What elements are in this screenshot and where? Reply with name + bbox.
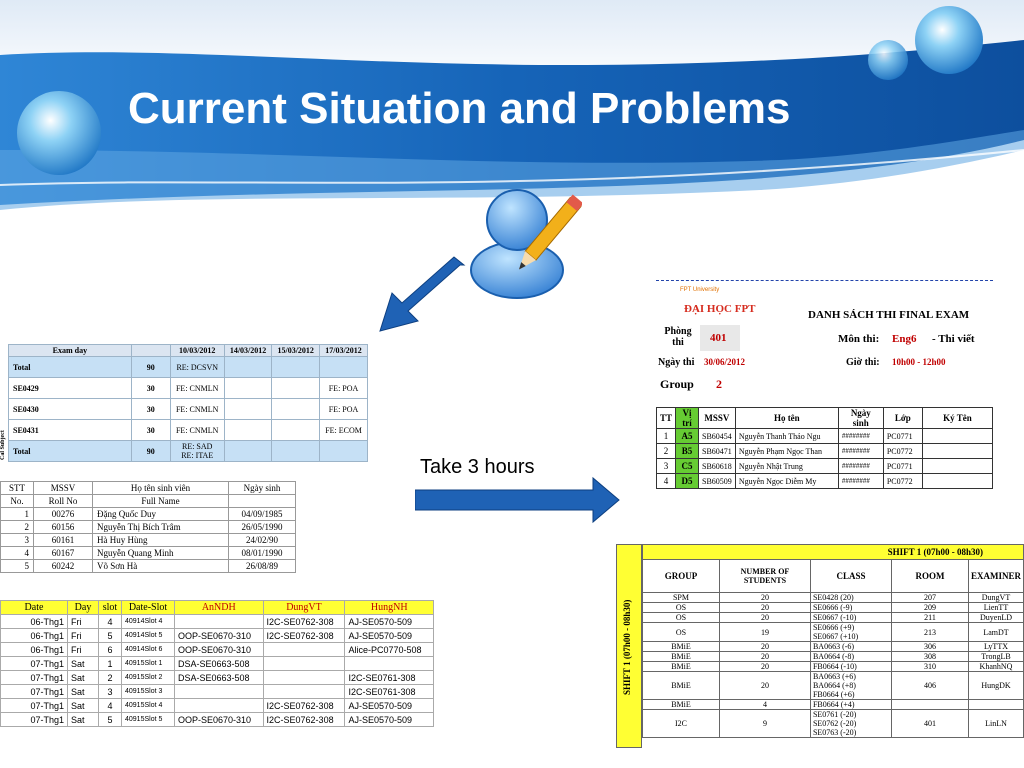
- bubble-right-large: [915, 6, 983, 74]
- cell: ########: [838, 459, 883, 474]
- table-row: [1, 671, 434, 685]
- code-cell: Total: [9, 357, 132, 378]
- cell: [345, 657, 434, 671]
- table-row: [1, 560, 296, 573]
- table-row: [643, 603, 1024, 613]
- cell: 1: [99, 657, 122, 671]
- header-cell: 14/03/2012: [224, 345, 272, 357]
- cell: 3: [99, 685, 122, 699]
- cell: 20: [719, 642, 810, 652]
- cell: 207: [891, 593, 968, 603]
- cell: 40914Slot 4: [122, 615, 175, 629]
- cell: 2: [99, 671, 122, 685]
- date-cell: [272, 357, 320, 378]
- cell: 20: [719, 672, 810, 700]
- table-row: [1, 643, 434, 657]
- subject-label: Môn thi:: [838, 333, 880, 345]
- bubble-right-small: [868, 40, 908, 80]
- table-header-row: [643, 560, 1024, 593]
- cell: FB0664 (-10): [810, 662, 891, 672]
- header-cell: Full Name: [93, 495, 229, 508]
- cell: 5: [1, 560, 34, 573]
- table-row: [643, 652, 1024, 662]
- cell: 07-Thg1: [1, 713, 68, 727]
- cell: 07-Thg1: [1, 657, 68, 671]
- table-row: [643, 593, 1024, 603]
- exam-day-table: [8, 344, 368, 462]
- arrow-down-left-icon: [372, 255, 472, 335]
- cell: BA0664 (-8): [810, 652, 891, 662]
- table-row: [657, 459, 993, 474]
- group-label: Group: [660, 377, 694, 391]
- header-cell: Day: [68, 601, 99, 615]
- cell: 24/02/90: [229, 534, 296, 547]
- cell: PC0772: [883, 444, 922, 459]
- date-cell: [272, 420, 320, 441]
- cell: Nguyễn Phạm Ngọc Than: [735, 444, 838, 459]
- table-header-row: [1, 482, 296, 495]
- code-cell: SE0430: [9, 399, 132, 420]
- cell: SE0666 (-9): [810, 603, 891, 613]
- cell: BMiE: [643, 700, 720, 710]
- cell: 00276: [34, 508, 93, 521]
- table-row: [643, 613, 1024, 623]
- header-cell: ROOM: [891, 560, 968, 593]
- cell: [922, 429, 992, 444]
- cell: 60167: [34, 547, 93, 560]
- cell: 60161: [34, 534, 93, 547]
- date-cell: FE: CNMLN: [170, 378, 224, 399]
- cell: [263, 657, 345, 671]
- cell: SB60471: [699, 444, 736, 459]
- header-cell: GROUP: [643, 560, 720, 593]
- cell: LyTTX: [968, 642, 1023, 652]
- cell: 6: [99, 643, 122, 657]
- header-cell: CLASS: [810, 560, 891, 593]
- header-cell: [131, 345, 170, 357]
- table-row: [9, 378, 368, 399]
- cell: [175, 685, 264, 699]
- table-row: [9, 441, 368, 462]
- table-row: [643, 642, 1024, 652]
- cell: SE0666 (+9) SE0667 (+10): [810, 623, 891, 642]
- arrow-right-icon: [415, 476, 621, 524]
- cell: Fri: [68, 643, 99, 657]
- header-cell: No.: [1, 495, 34, 508]
- table-row: [9, 357, 368, 378]
- table-row: [643, 710, 1024, 738]
- cell: BA0663 (-6): [810, 642, 891, 652]
- cell: 310: [891, 662, 968, 672]
- date-label: Ngày thi: [658, 357, 695, 368]
- time-value: 10h00 - 12h00: [892, 357, 946, 367]
- date-cell: [224, 399, 272, 420]
- header-cell: AnNDH: [175, 601, 264, 615]
- cell: B5: [676, 444, 699, 459]
- header-cell: Roll No: [34, 495, 93, 508]
- date-cell: [224, 441, 272, 462]
- cell: HungDK: [968, 672, 1023, 700]
- final-exam-sheet: [656, 280, 993, 507]
- cell: OS: [643, 613, 720, 623]
- cell: BMiE: [643, 662, 720, 672]
- fpt-logo-text: ĐẠI HỌC FPT: [684, 303, 756, 315]
- cell: ########: [838, 474, 883, 489]
- cell: 06-Thg1: [1, 615, 68, 629]
- cell: AJ-SE0570-509: [345, 629, 434, 643]
- table-row: [9, 399, 368, 420]
- header-cell: [229, 495, 296, 508]
- cell: 5: [99, 713, 122, 727]
- cell: 19: [719, 623, 810, 642]
- table-row: [1, 615, 434, 629]
- cell: 2: [1, 521, 34, 534]
- cell: TrongLB: [968, 652, 1023, 662]
- cell: Alice-PC0770-508: [345, 643, 434, 657]
- table-row: [1, 629, 434, 643]
- cell: Nguyễn Ngọc Diễm My: [735, 474, 838, 489]
- cell: OOP-SE0670-310: [175, 713, 264, 727]
- cell: 08/01/1990: [229, 547, 296, 560]
- cell: I2C-SE0761-308: [345, 671, 434, 685]
- header-cell: Date-Slot: [122, 601, 175, 615]
- cell: D5: [676, 474, 699, 489]
- cell: I2C-SE0761-308: [345, 685, 434, 699]
- cell: 26/08/89: [229, 560, 296, 573]
- table-row: [1, 657, 434, 671]
- cell: 213: [891, 623, 968, 642]
- cell: 20: [719, 662, 810, 672]
- header-cell: STT: [1, 482, 34, 495]
- group-value: 2: [716, 377, 722, 391]
- fpt-logo-small: FPT University: [680, 287, 720, 293]
- student-list-table: [0, 481, 296, 573]
- cell: I2C-SE0762-308: [263, 699, 345, 713]
- cell: 40915Slot 3: [122, 685, 175, 699]
- table-row: [1, 699, 434, 713]
- cell: Nguyễn Thị Bích Trâm: [93, 521, 229, 534]
- cell: 308: [891, 652, 968, 662]
- date-cell: RE: DCSVN: [170, 357, 224, 378]
- cell: [922, 444, 992, 459]
- subject-suffix: - Thi viết: [932, 333, 975, 345]
- side-label-cal: Cal: [0, 451, 6, 460]
- cell: 20: [719, 652, 810, 662]
- table-row: [1, 508, 296, 521]
- cell: 04/09/1985: [229, 508, 296, 521]
- cell: Sat: [68, 657, 99, 671]
- date-cell: FE: CNMLN: [170, 399, 224, 420]
- date-cell: [272, 441, 320, 462]
- header-cell: Ngày sinh: [229, 482, 296, 495]
- cell: 07-Thg1: [1, 671, 68, 685]
- date-cell: [224, 357, 272, 378]
- table-row: [9, 420, 368, 441]
- header-cell: MSSV: [34, 482, 93, 495]
- cell: OOP-SE0670-310: [175, 629, 264, 643]
- cell: SE0761 (-20) SE0762 (-20) SE0763 (-20): [810, 710, 891, 738]
- time-label: Giờ thi:: [846, 357, 880, 368]
- cell: 9: [719, 710, 810, 738]
- header-cell: Vị trí: [676, 408, 699, 429]
- cell: 40914Slot 6: [122, 643, 175, 657]
- cell: DuyenLD: [968, 613, 1023, 623]
- header-cell: 17/03/2012: [320, 345, 368, 357]
- cell: [175, 615, 264, 629]
- header-cell: 10/03/2012: [170, 345, 224, 357]
- table-row: [643, 700, 1024, 710]
- date-cell: [272, 399, 320, 420]
- cell: SB60509: [699, 474, 736, 489]
- table-header-row: [1, 495, 296, 508]
- shift-table: [642, 544, 1024, 738]
- room-label: Phòng thi: [664, 326, 692, 348]
- date-cell: FE: CNMLN: [170, 420, 224, 441]
- header-cell: Date: [1, 601, 68, 615]
- cell: 06-Thg1: [1, 629, 68, 643]
- subject-value: Eng6: [892, 333, 917, 345]
- table-header-row: [9, 345, 368, 357]
- cell: BA0663 (+6) BA0664 (+8) FB0664 (+6): [810, 672, 891, 700]
- cell: 4: [1, 547, 34, 560]
- cell: I2C-SE0762-308: [263, 615, 345, 629]
- cell: 20: [719, 613, 810, 623]
- table-row: [657, 474, 993, 489]
- cell: 401: [891, 710, 968, 738]
- slide-title: Current Situation and Problems: [128, 84, 791, 133]
- cell: SB60618: [699, 459, 736, 474]
- cell: DungVT: [968, 593, 1023, 603]
- cell: 211: [891, 613, 968, 623]
- header-cell: HungNH: [345, 601, 434, 615]
- cell: Đặng Quốc Duy: [93, 508, 229, 521]
- cell: SE0667 (-10): [810, 613, 891, 623]
- date-cell: FE: ECOM: [320, 420, 368, 441]
- header-cell: slot: [99, 601, 122, 615]
- cell: AJ-SE0570-509: [345, 699, 434, 713]
- cell: LamDT: [968, 623, 1023, 642]
- header-cell: TT: [657, 408, 676, 429]
- cell: Sat: [68, 713, 99, 727]
- header-cell: MSSV: [699, 408, 736, 429]
- cell: 4: [99, 699, 122, 713]
- cell: AJ-SE0570-509: [345, 615, 434, 629]
- side-label-subject: Subject: [0, 430, 6, 450]
- count-cell: 90: [131, 357, 170, 378]
- code-cell: Total: [9, 441, 132, 462]
- table-row: [1, 547, 296, 560]
- cell: LienTT: [968, 603, 1023, 613]
- table-title-row: [643, 545, 1024, 560]
- cell: [175, 699, 264, 713]
- cell: [263, 685, 345, 699]
- date-cell: FE: POA: [320, 399, 368, 420]
- table-row: [643, 623, 1024, 642]
- cell: ########: [838, 444, 883, 459]
- cell: 3: [657, 459, 676, 474]
- cell: 40914Slot 5: [122, 629, 175, 643]
- table-row: [1, 685, 434, 699]
- header-cell: Họ tên: [735, 408, 838, 429]
- cell: DSA-SE0663-508: [175, 671, 264, 685]
- cell: C5: [676, 459, 699, 474]
- cell: 06-Thg1: [1, 643, 68, 657]
- code-cell: SE0431: [9, 420, 132, 441]
- cell: 306: [891, 642, 968, 652]
- cell: PC0771: [883, 459, 922, 474]
- date-cell: [320, 441, 368, 462]
- cell: Võ Sơn Hà: [93, 560, 229, 573]
- header-cell: DungVT: [263, 601, 345, 615]
- cell: Hà Huy Hùng: [93, 534, 229, 547]
- date-cell: FE: POA: [320, 378, 368, 399]
- cell: 60156: [34, 521, 93, 534]
- cell: BMiE: [643, 642, 720, 652]
- cell: [922, 459, 992, 474]
- cell: 26/05/1990: [229, 521, 296, 534]
- count-cell: 30: [131, 399, 170, 420]
- date-cell: [224, 378, 272, 399]
- cell: I2C-SE0762-308: [263, 713, 345, 727]
- cell: 209: [891, 603, 968, 613]
- header-cell: EXAMINER: [968, 560, 1023, 593]
- cell: Sat: [68, 699, 99, 713]
- cell: I2C-SE0762-308: [263, 629, 345, 643]
- cell: SPM: [643, 593, 720, 603]
- cell: A5: [676, 429, 699, 444]
- cell: 40915Slot 1: [122, 657, 175, 671]
- cell: Nguyễn Quang Minh: [93, 547, 229, 560]
- cell: 2: [657, 444, 676, 459]
- cell: OS: [643, 603, 720, 613]
- user-edit-icon: [462, 178, 582, 303]
- sheet-title: DANH SÁCH THI FINAL EXAM: [808, 309, 970, 321]
- cell: [922, 474, 992, 489]
- cell: 07-Thg1: [1, 699, 68, 713]
- room-value: 401: [700, 325, 740, 351]
- cell: AJ-SE0570-509: [345, 713, 434, 727]
- cell: FB0664 (+4): [810, 700, 891, 710]
- cell: Fri: [68, 629, 99, 643]
- cell: LinLN: [968, 710, 1023, 738]
- table-row: [1, 534, 296, 547]
- table-row: [657, 429, 993, 444]
- slot-schedule-table: [0, 600, 434, 727]
- table-header-row: [1, 601, 434, 615]
- duration-note: Take 3 hours: [420, 456, 535, 478]
- cell: 20: [719, 593, 810, 603]
- cell: Fri: [68, 615, 99, 629]
- count-cell: 90: [131, 441, 170, 462]
- cell: PC0772: [883, 474, 922, 489]
- cell: [263, 643, 345, 657]
- count-cell: 30: [131, 378, 170, 399]
- table-header-row: [657, 408, 993, 429]
- shift-title: SHIFT 1 (07h00 - 08h30): [643, 545, 1024, 560]
- cell: 40915Slot 2: [122, 671, 175, 685]
- table-row: [657, 444, 993, 459]
- cell: 1: [657, 429, 676, 444]
- cell: BMiE: [643, 652, 720, 662]
- cell: 4: [99, 615, 122, 629]
- cell: [891, 700, 968, 710]
- shift-side-band: [616, 544, 642, 748]
- cell: KhanhNQ: [968, 662, 1023, 672]
- cell: I2C: [643, 710, 720, 738]
- cell: Sat: [68, 671, 99, 685]
- header-cell: 15/03/2012: [272, 345, 320, 357]
- cell: OOP-SE0670-310: [175, 643, 264, 657]
- subject-side-label: [0, 340, 8, 460]
- cell: 4: [657, 474, 676, 489]
- cell: Nguyễn Nhật Trung: [735, 459, 838, 474]
- table-row: [643, 672, 1024, 700]
- date-cell: [224, 420, 272, 441]
- code-cell: SE0429: [9, 378, 132, 399]
- date-cell: RE: SAD RE: ITAE: [170, 441, 224, 462]
- cell: 60242: [34, 560, 93, 573]
- final-exam-table: [656, 407, 993, 489]
- table-row: [1, 521, 296, 534]
- cell: 1: [1, 508, 34, 521]
- cell: 3: [1, 534, 34, 547]
- cell: 406: [891, 672, 968, 700]
- table-row: [643, 662, 1024, 672]
- cell: DSA-SE0663-508: [175, 657, 264, 671]
- table-row: [1, 713, 434, 727]
- cell: Nguyễn Thanh Thảo Ngu: [735, 429, 838, 444]
- header-cell: NUMBER OF STUDENTS: [719, 560, 810, 593]
- date-cell: [272, 378, 320, 399]
- date-value: 30/06/2012: [704, 357, 746, 367]
- header-cell: Lớp: [883, 408, 922, 429]
- cell: ########: [838, 429, 883, 444]
- header-cell: Họ tên sinh viên: [93, 482, 229, 495]
- cell: 5: [99, 629, 122, 643]
- cell: SB60454: [699, 429, 736, 444]
- cell: [968, 700, 1023, 710]
- cell: [263, 671, 345, 685]
- header-cell: Exam day: [9, 345, 132, 357]
- cell: 4: [719, 700, 810, 710]
- cell: 07-Thg1: [1, 685, 68, 699]
- cell: OS: [643, 623, 720, 642]
- bubble-left: [17, 91, 101, 175]
- cell: 20: [719, 603, 810, 613]
- cell: 40915Slot 4: [122, 699, 175, 713]
- cell: BMiE: [643, 672, 720, 700]
- cell: PC0771: [883, 429, 922, 444]
- date-cell: [320, 357, 368, 378]
- cell: SE0428 (20): [810, 593, 891, 603]
- header-cell: Ngày sinh: [838, 408, 883, 429]
- shift-side-label: SHIFT 1 (07h00 - 08h30): [622, 599, 632, 695]
- header-cell: Ký Tên: [922, 408, 992, 429]
- count-cell: 30: [131, 420, 170, 441]
- cell: 40915Slot 5: [122, 713, 175, 727]
- cell: Sat: [68, 685, 99, 699]
